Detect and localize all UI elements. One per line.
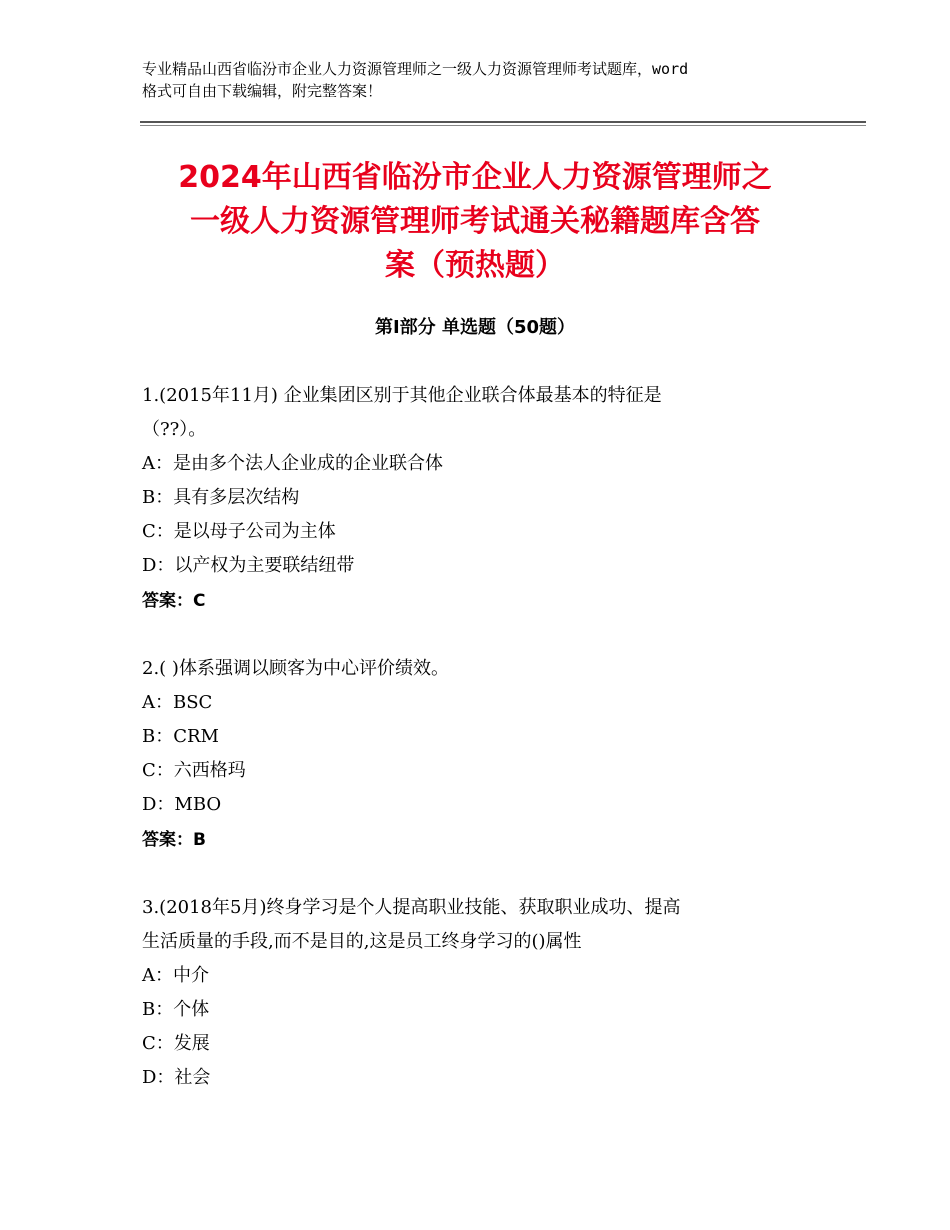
answer: 答案：B <box>142 830 206 850</box>
option-a: A：中介 <box>142 965 209 986</box>
header-divider <box>140 121 866 123</box>
question-stem: 生活质量的手段,而不是目的,这是员工终身学习的()属性 <box>142 931 582 952</box>
document-title-line: 一级人力资源管理师考试通关秘籍题库含答 <box>190 204 760 239</box>
document-title <box>140 156 810 288</box>
header-divider-thin <box>140 125 866 126</box>
question-stem: （??）。 <box>142 419 207 440</box>
option-d: D：以产权为主要联结纽带 <box>142 555 355 576</box>
section-title: 第Ⅰ部分 单选题（50题） <box>374 317 575 338</box>
answer: 答案：C <box>142 591 206 611</box>
option-b: B：个体 <box>142 999 210 1020</box>
question-stem: 2.( )体系强调以顾客为中心评价绩效。 <box>142 658 449 679</box>
option-b: B：CRM <box>142 726 219 747</box>
option-d: D：MBO <box>142 794 222 815</box>
document-title-line: 案（预热题） <box>385 248 565 283</box>
option-d: D：社会 <box>142 1067 211 1088</box>
option-c: C：是以母子公司为主体 <box>142 521 336 542</box>
option-b: B：具有多层次结构 <box>142 487 300 508</box>
document-title-line: 2024年山西省临汾市企业人力资源管理师之 <box>178 160 772 195</box>
question-stem: 1.(2015年11月) 企业集团区别于其他企业联合体最基本的特征是 <box>142 385 662 406</box>
option-c: C：六西格玛 <box>142 760 246 781</box>
option-a: A：是由多个法人企业成的企业联合体 <box>142 453 443 474</box>
header-note-line: 专业精品山西省临汾市企业人力资源管理师之一级人力资源管理师考试题库，word <box>142 60 689 78</box>
header-note-line: 格式可自由下载编辑，附完整答案！ <box>142 82 383 100</box>
option-a: A：BSC <box>142 692 213 713</box>
question-stem: 3.(2018年5月)终身学习是个人提高职业技能、获取职业成功、提高 <box>142 897 681 918</box>
header-note <box>142 58 822 102</box>
option-c: C：发展 <box>142 1033 210 1054</box>
